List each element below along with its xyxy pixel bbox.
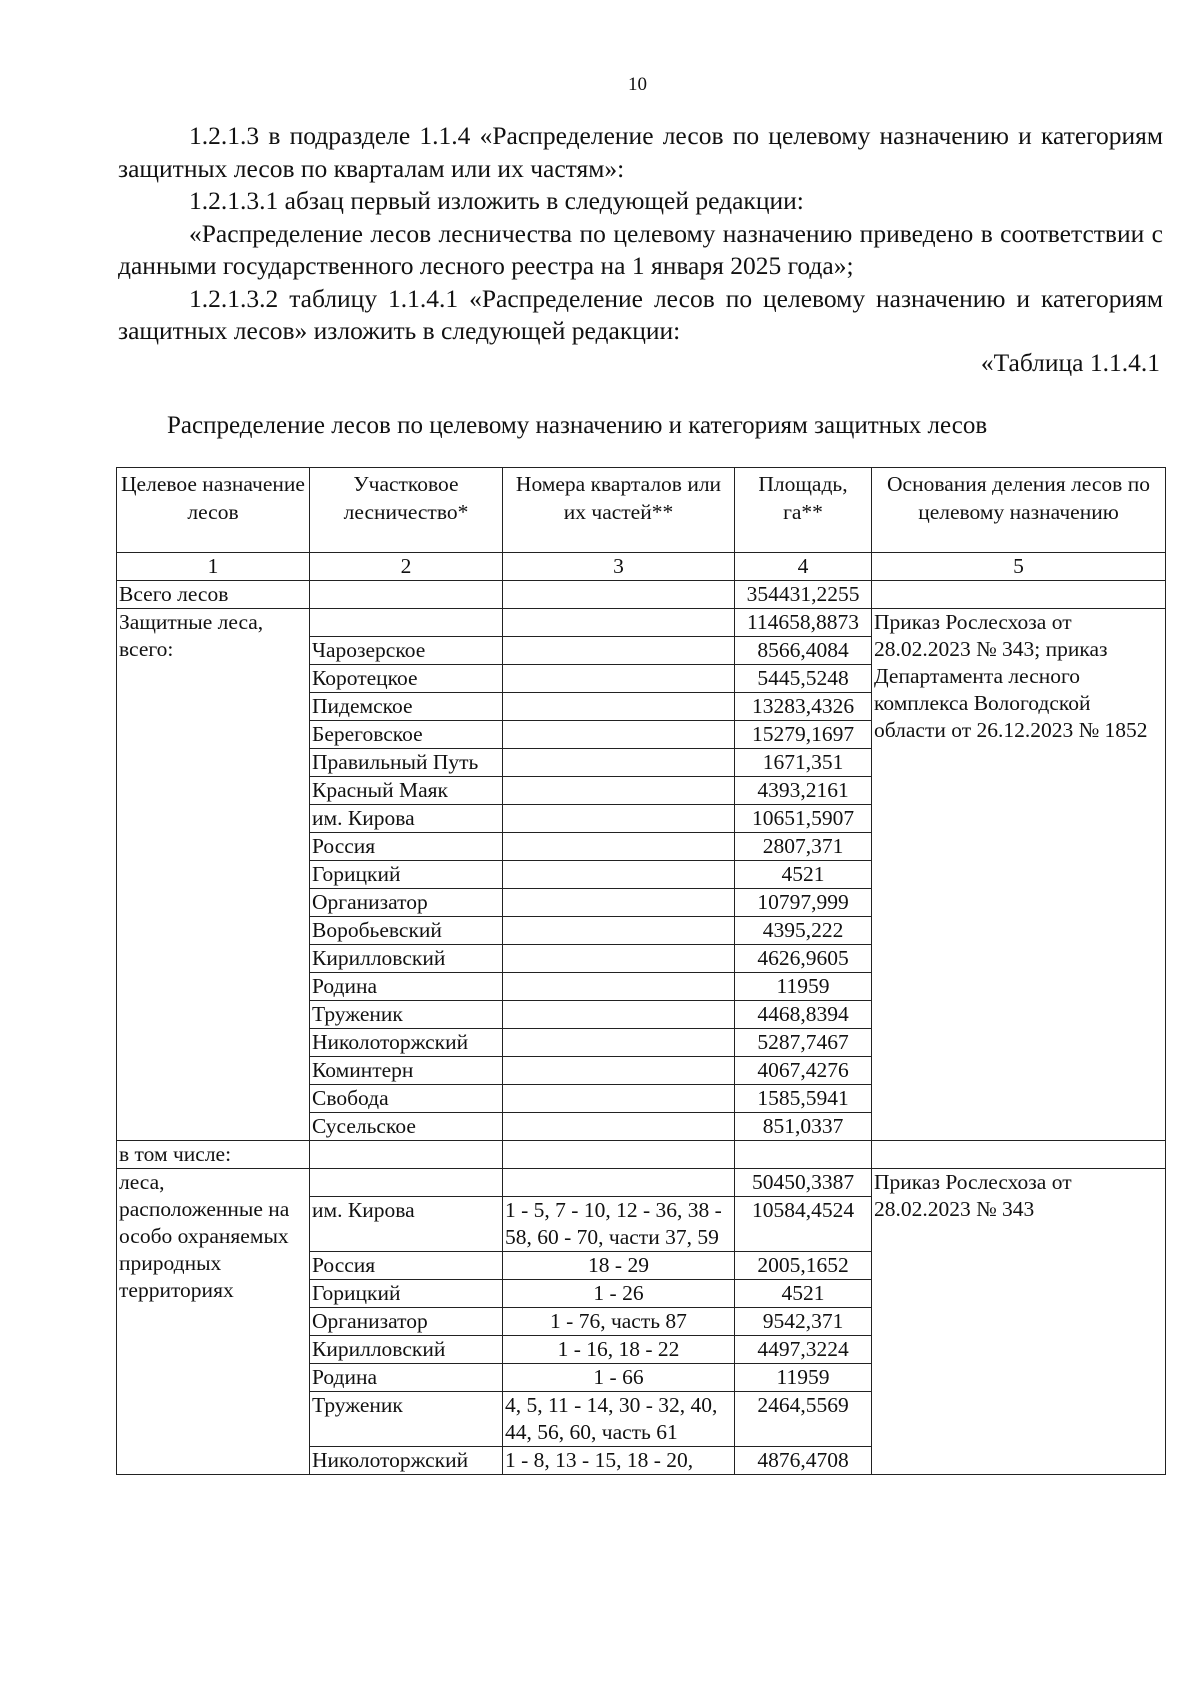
area-cell: 5445,5248 [735,665,872,693]
body-text [118,120,1163,348]
area-cell: 1671,351 [735,749,872,777]
district-cell: Пидемское [310,693,503,721]
area-cell: 4395,222 [735,917,872,945]
district-cell: им. Кирова [310,1197,503,1252]
header-district: Участковое лесничество* [310,468,503,553]
area-cell: 13283,4326 [735,693,872,721]
protective-basis: Приказ Рослесхоза от 28.02.2023 № 343; приказ Департамента лесного комплекса Вологодской области от 26.12.2023 № 1852 [872,609,1166,1141]
paragraph-3: «Распределение лесов лесничества по целевому назначению приведено в соответствии с данными государственного лесного реестра на 1 января 2025 года»; [118,218,1163,280]
area-cell: 4521 [735,1280,872,1308]
paragraph-1: 1.2.1.3 в подразделе 1.1.4 «Распределение лесов по целевому назначению и категориям защитных лесов по кварталам или их частям»: [118,121,1163,183]
quarters-cell: 1 - 5, 7 - 10, 12 - 36, 38 - 58, 60 - 70, части 37, 59 [503,1197,735,1252]
quarters-cell: 1 - 76, часть 87 [503,1308,735,1336]
paragraph-4: 1.2.1.3.2 таблицу 1.1.4.1 «Распределение лесов по целевому назначению и категориям защитных лесов» изложить в следующей редакции: [118,283,1163,345]
column-number: 5 [872,553,1166,581]
district-cell: Коротецкое [310,665,503,693]
district-cell: Россия [310,833,503,861]
area-cell: 851,0337 [735,1113,872,1141]
protective-label: Защитные леса, всего: [117,609,310,1141]
district-cell: Николоторжский [310,1447,503,1475]
area-cell: 2807,371 [735,833,872,861]
district-cell: Сусельское [310,1113,503,1141]
quarters-cell: 1 - 66 [503,1364,735,1392]
district-cell: Кирилловский [310,1336,503,1364]
table-label: «Таблица 1.1.4.1 [980,348,1160,377]
total-area: 354431,2255 [735,581,872,609]
area-cell: 4497,3224 [735,1336,872,1364]
including-label: в том числе: [117,1141,310,1169]
district-cell: Чарозерское [310,637,503,665]
table-row [117,1169,1166,1197]
column-number: 3 [503,553,735,581]
district-cell: Правильный Путь [310,749,503,777]
area-cell: 1585,5941 [735,1085,872,1113]
area-cell: 15279,1697 [735,721,872,749]
protected-areas-area: 50450,3387 [735,1169,872,1197]
district-cell: Горицкий [310,1280,503,1308]
district-cell: Россия [310,1252,503,1280]
area-cell: 5287,7467 [735,1029,872,1057]
protective-area: 114658,8873 [735,609,872,637]
paragraph-2: 1.2.1.3.1 абзац первый изложить в следующей редакции: [189,186,804,215]
district-cell: Труженик [310,1001,503,1029]
page-number: 10 [628,74,647,95]
quarters-cell: 1 - 26 [503,1280,735,1308]
area-cell: 4876,4708 [735,1447,872,1475]
quarters-cell: 1 - 8, 13 - 15, 18 - 20, [503,1447,735,1475]
area-cell: 4626,9605 [735,945,872,973]
area-cell: 4521 [735,861,872,889]
column-number: 1 [117,553,310,581]
area-cell: 4468,8394 [735,1001,872,1029]
area-cell: 4067,4276 [735,1057,872,1085]
table-row-including [117,1141,1166,1169]
header-basis: Основания деления лесов по целевому назначению [872,468,1166,553]
district-cell: Береговское [310,721,503,749]
quarters-cell: 1 - 16, 18 - 22 [503,1336,735,1364]
protected-areas-label: леса, расположенные на особо охраняемых природных территориях [117,1169,310,1475]
area-cell: 10584,4524 [735,1197,872,1252]
district-cell: Николоторжский [310,1029,503,1057]
area-cell: 2464,5569 [735,1392,872,1447]
area-cell: 4393,2161 [735,777,872,805]
district-cell: Организатор [310,889,503,917]
district-cell: Горицкий [310,861,503,889]
area-cell: 9542,371 [735,1308,872,1336]
table-row [117,609,1166,637]
district-cell: Кирилловский [310,945,503,973]
header-quarters: Номера кварталов или их частей** [503,468,735,553]
header-purpose: Целевое назначение лесов [117,468,310,553]
district-cell: Родина [310,1364,503,1392]
area-cell: 11959 [735,973,872,1001]
district-cell: Воробьевский [310,917,503,945]
district-cell: Труженик [310,1392,503,1447]
column-number: 2 [310,553,503,581]
area-cell: 10797,999 [735,889,872,917]
table-title: Распределение лесов по целевому назначению и категориям защитных лесов [167,412,988,439]
quarters-cell: 18 - 29 [503,1252,735,1280]
area-cell: 2005,1652 [735,1252,872,1280]
area-cell: 10651,5907 [735,805,872,833]
table-row-total [117,581,1166,609]
header-area: Площадь, га** [735,468,872,553]
district-cell: Родина [310,973,503,1001]
forest-distribution-table [116,467,1166,1475]
quarters-cell: 4, 5, 11 - 14, 30 - 32, 40, 44, 56, 60, часть 61 [503,1392,735,1447]
district-cell: Красный Маяк [310,777,503,805]
district-cell: Коминтерн [310,1057,503,1085]
area-cell: 8566,4084 [735,637,872,665]
column-number: 4 [735,553,872,581]
district-cell: Организатор [310,1308,503,1336]
total-label: Всего лесов [117,581,310,609]
area-cell: 11959 [735,1364,872,1392]
protected-areas-basis: Приказ Рослесхоза от 28.02.2023 № 343 [872,1169,1166,1475]
district-cell: им. Кирова [310,805,503,833]
district-cell: Свобода [310,1085,503,1113]
